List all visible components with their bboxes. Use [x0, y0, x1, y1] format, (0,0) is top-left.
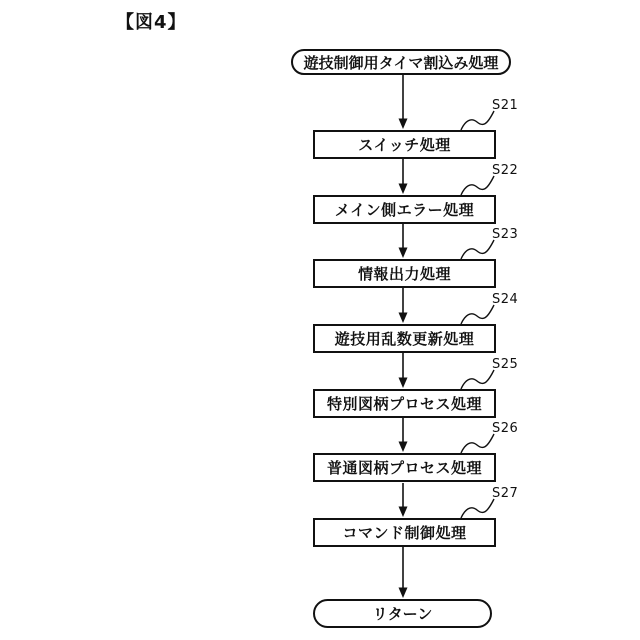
step-id-s25: S25	[492, 357, 519, 372]
step-box-s27	[313, 518, 496, 547]
leader-s24	[461, 305, 494, 324]
step-id-s24: S24	[492, 292, 519, 307]
step-box-label: コマンド制御処理	[342, 524, 467, 542]
arrow-s23-to-s24	[399, 288, 408, 323]
step-box-s21	[313, 130, 496, 159]
leader-s23	[461, 240, 494, 259]
step-box-label: 普通図柄プロセス処理	[326, 459, 482, 477]
step-box-s22	[313, 195, 496, 224]
arrow-s24-to-s25	[399, 353, 408, 388]
step-id-s27: S27	[492, 486, 519, 501]
step-box-label: メイン側エラー処理	[334, 201, 475, 219]
step-box-s26	[313, 453, 496, 482]
step-id-s21: S21	[492, 98, 519, 113]
step-id-s23: S23	[492, 227, 519, 242]
leader-s22	[461, 176, 494, 195]
step-box-s23	[313, 259, 496, 288]
leader-s21	[461, 111, 494, 130]
step-box-label: 特別図柄プロセス処理	[326, 395, 482, 413]
arrow-s22-to-s23	[399, 224, 408, 258]
step-id-s26: S26	[492, 421, 519, 436]
leader-s27	[461, 499, 494, 518]
end-node-label: リターン	[372, 605, 433, 623]
start-node-label: 遊技制御用タイマ割込み処理	[303, 53, 499, 72]
start-node	[291, 49, 511, 75]
leader-s26	[461, 434, 494, 453]
arrow-s25-to-s26	[399, 418, 408, 452]
step-box-s25	[313, 389, 496, 418]
step-box-label: 遊技用乱数更新処理	[334, 330, 475, 348]
step-box-label: 情報出力処理	[357, 265, 451, 283]
arrow-s26-to-s27	[399, 483, 408, 517]
leader-s25	[461, 370, 494, 389]
figure-label: 【図4】	[116, 12, 187, 33]
arrow-start-to-s21	[399, 75, 408, 129]
step-id-s22: S22	[492, 163, 519, 178]
arrow-s21-to-s22	[399, 158, 408, 194]
step-box-label: スイッチ処理	[358, 136, 451, 154]
step-box-s24	[313, 324, 496, 353]
arrow-s27-to-return	[399, 547, 408, 598]
end-node	[313, 599, 492, 628]
